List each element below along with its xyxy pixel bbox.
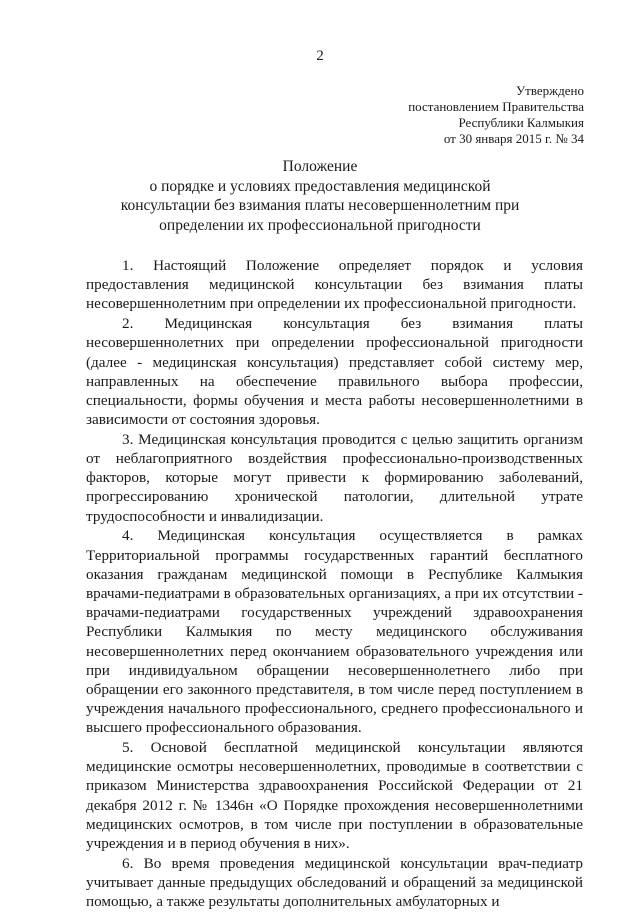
approval-line: Утверждено — [515, 83, 584, 98]
paragraph-3: 3. Медицинская консультация проводится с целью защитить организм от неблагоприятного воздействия профессионально-производственных факторов, которые могут привести к формированию заболеваний, прогрессированию хронической патологии, длительной утрате трудоспособности и инвалидизации. — [86, 430, 583, 525]
title-line: о порядке и условиях предоставления медицинской — [149, 177, 491, 195]
title-line: консультации без взимания платы несовершеннолетним при — [120, 197, 520, 214]
approval-line: от 30 января 2015 г. № 34 — [443, 131, 584, 146]
paragraph-4: 4. Медицинская консультация осуществляется в рамках Территориальной программы государственных гарантий бесплатного оказания гражданам медицинской помощи в Республике Калмыкия врачами-педиатрами в образовательных организациях, а при их отсутствии - врачами-педиатрами государственных учреждений здравоохранения Республики Калмыкия по месту медицинского обслуживания несовершеннолетних перед окончанием образовательного учреждения или при индивидуальном обращении несовершеннолетнего либо при обращении его законного представителя, в том числе перед поступлением в учреждения начального профессионального, среднего профессионального и высшего профессионального образования. — [86, 527, 583, 737]
paragraph-5: 5. Основой бесплатной медицинской консультации являются медицинские осмотры несовершеннолетних, проводимые в соответствии с приказом Министерства здравоохранения Российской Федерации от 21 декабря 2012 г. № 1346н «О Порядке прохождения несовершеннолетними медицинских осмотров, в том числе при поступлении в образовательные учреждения и в период обучения в них». — [86, 739, 583, 853]
title-line: определении их профессиональной пригодности — [159, 216, 481, 234]
paragraph-6: 6. Во время проведения медицинской консультации врач-педиатр учитывает данные предыдущих обследований и обращений за медицинской помощью, а также результаты дополнительных амбулаторных и — [86, 854, 583, 911]
paragraph-2: 2. Медицинская консультация без взимания платы несовершеннолетних при определении профессиональной пригодности (далее - медицинская консультация) представляет собой систему мер, направленных на обеспечение правильного выбора профессии, специальности, формы обучения и места работы несовершеннолетними в зависимости от состояния здоровья. — [86, 315, 583, 429]
document-title — [0, 157, 640, 235]
approval-line: Республики Калмыкия — [458, 115, 584, 130]
paragraph-1: 1. Настоящий Положение определяет порядок и условия предоставления медицинской консультации без взимания платы несовершеннолетним при определении их профессиональной пригодности. — [86, 257, 583, 313]
page-number: 2 — [316, 48, 324, 64]
approval-block — [408, 83, 584, 147]
document-body — [86, 256, 583, 912]
title-heading: Положение — [282, 158, 358, 175]
approval-line: постановлением Правительства — [408, 99, 584, 114]
